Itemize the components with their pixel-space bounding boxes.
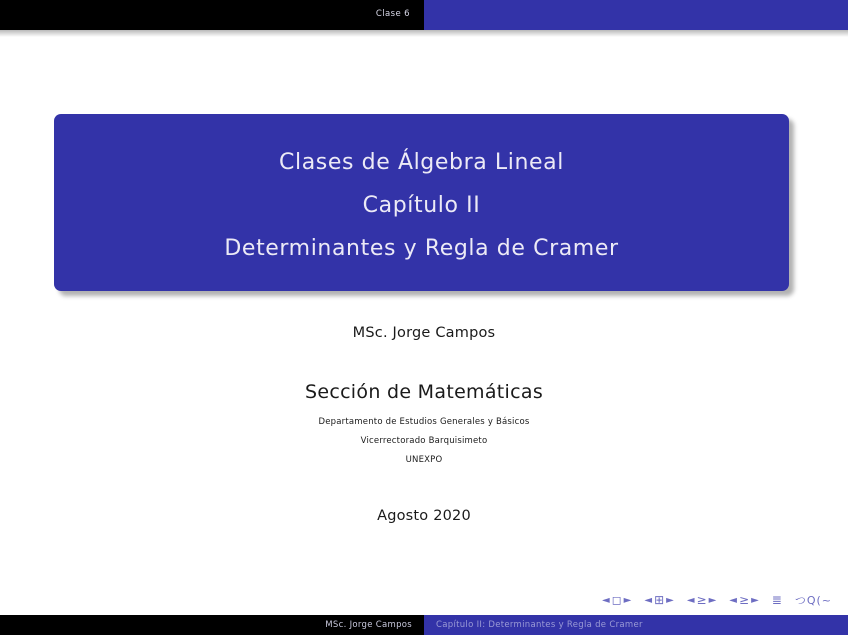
author-name: MSc. Jorge Campos	[352, 325, 496, 341]
last-slide-icon[interactable]: ≣	[771, 593, 782, 607]
institute-vicerrectorado: Vicerrectorado Barquisimeto	[360, 436, 488, 446]
previous-frame-icon[interactable]: ◄ ⊞ ►	[644, 593, 674, 607]
next-slide-icon[interactable]: ◄ ≥ ►	[729, 593, 759, 607]
page-subtitle-topic: Determinantes y Regla de Cramer	[224, 236, 619, 261]
title-block	[54, 114, 794, 296]
slide-header-bar	[0, 0, 848, 30]
header-section-title: Clase 6	[375, 9, 410, 19]
first-slide-icon[interactable]: ◄ ◻ ►	[601, 593, 632, 607]
progress-dots-icon[interactable]: つQ(~	[794, 594, 832, 607]
footer-author: MSc. Jorge Campos	[325, 620, 412, 630]
footer-chapter-title: Capítulo II: Determinantes y Regla de Cramer	[436, 620, 643, 630]
page-title: Clases de Álgebra Lineal	[279, 150, 564, 175]
institute-department: Departamento de Estudios Generales y Básicos	[318, 417, 530, 427]
institute-name: Sección de Matemáticas	[304, 381, 544, 403]
previous-slide-icon[interactable]: ◄ ≥ ►	[686, 593, 717, 607]
footer-right-section	[424, 615, 848, 635]
presentation-date: Agosto 2020	[377, 508, 471, 524]
author-institute-block	[0, 325, 848, 524]
header-left-section	[0, 0, 424, 30]
navigation-symbols[interactable]	[602, 592, 832, 608]
slide-footer-bar	[0, 615, 848, 635]
header-shadow	[0, 30, 848, 37]
title-block-panel	[54, 114, 789, 291]
institute-university: UNEXPO	[405, 455, 443, 465]
footer-left-section	[0, 615, 424, 635]
header-right-section	[424, 0, 848, 30]
page-subtitle-chapter: Capítulo II	[362, 193, 481, 218]
